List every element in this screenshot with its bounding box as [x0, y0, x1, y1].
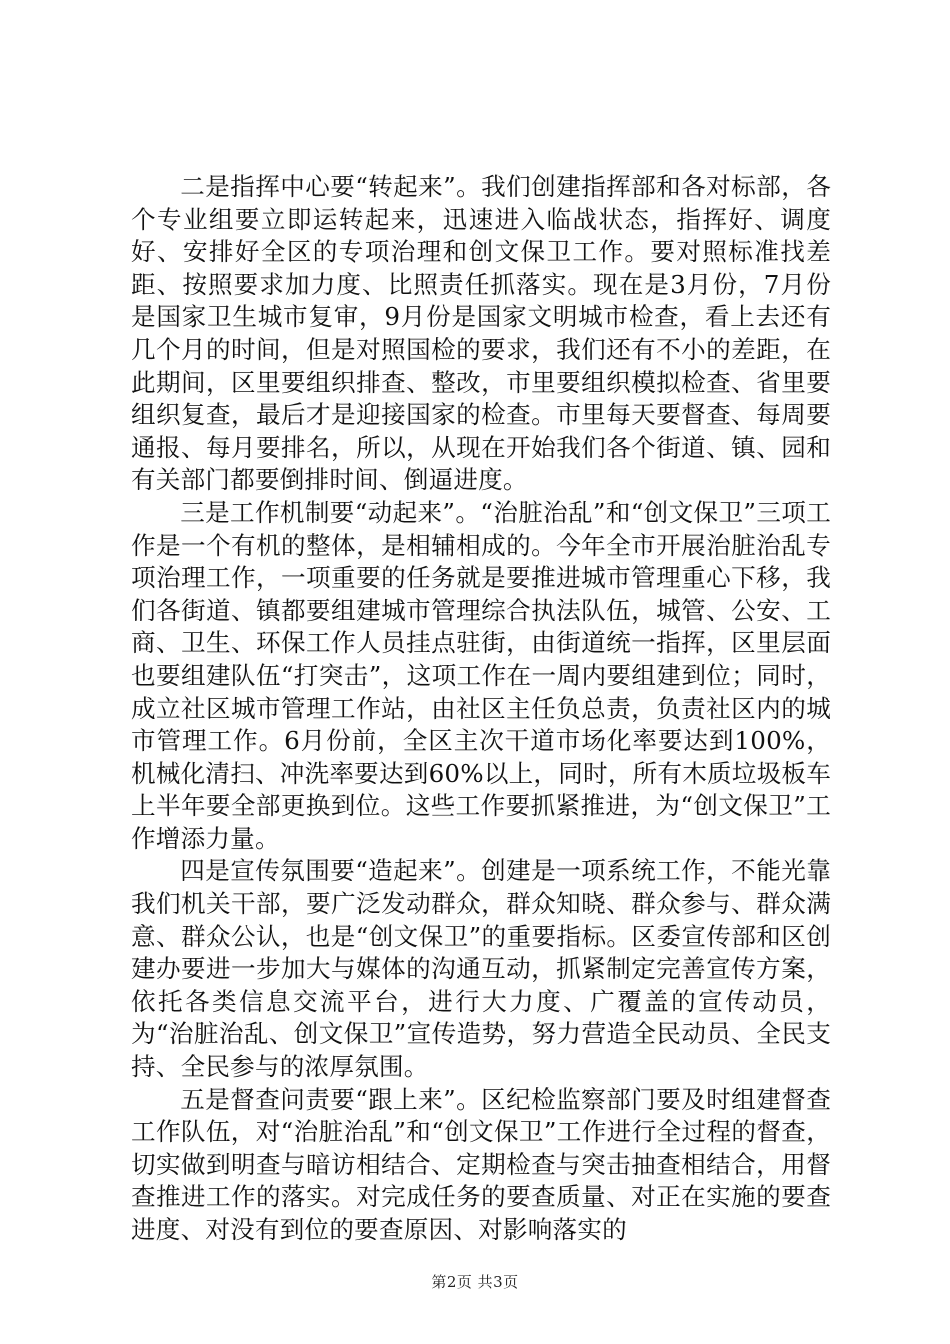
paragraph-supervision: 五是督查问责要“跟上来”。区纪检监察部门要及时组建督查工作队伍，对“治脏治乱”和“创文保卫”工作进行全过程的督查，切实做到明查与暗访相结合、定期检查与突击抽查相结合，用督查推进工作的落实。对完成任务的要查质量、对正在实施的要查进度、对没有到位的要查原因、对影响落实的	[131, 1084, 831, 1244]
page-footer: 第2页 共3页	[431, 1273, 519, 1291]
document-body	[131, 171, 831, 1247]
paragraph-publicity: 四是宣传氛围要“造起来”。创建是一项系统工作，不能光靠我们机关干部，要广泛发动群众，群众知晓、群众参与、群众满意、群众公认，也是“创文保卫”的重要指标。区委宣传部和区创建办要进一步加大与媒体的沟通互动，抓紧制定完善宣传方案，依托各类信息交流平台，进行大力度、广覆盖的宣传动员，为“治脏治乱、创文保卫”宣传造势，努力营造全民动员、全民支持、全民参与的浓厚氛围。	[131, 856, 831, 1082]
paragraph-work-mechanism: 三是工作机制要“动起来”。“治脏治乱”和“创文保卫”三项工作是一个有机的整体，是相辅相成的。今年全市开展治脏治乱专项治理工作，一项重要的任务就是要推进城市管理重心下移，我们各街道、镇都要组建城市管理综合执法队伍，城管、公安、工商、卫生、环保工作人员挂点驻街，由街道统一指挥，区里层面也要组建队伍“打突击”，这项工作在一周内要组建到位；同时，成立社区城市管理工作站，由社区主任负总责，负责社区内的城市管理工作。6月份前，全区主次干道市场化率要达到100%，机械化清扫、冲洗率要达到60%以上，同时，所有木质垃圾板车上半年要全部更换到位。这些工作要抓紧推进，为“创文保卫”工作增添力量。	[131, 497, 831, 853]
paragraph-command-center: 二是指挥中心要“转起来”。我们创建指挥部和各对标部，各个专业组要立即运转起来，迅速进入临战状态，指挥好、调度好、安排好全区的专项治理和创文保卫工作。要对照标准找差距、按照要求加力度、比照责任抓落实。现在是3月份，7月份是国家卫生城市复审，9月份是国家文明城市检查，看上去还有几个月的时间，但是对照国检的要求，我们还有不小的差距，在此期间，区里要组织排查、整改，市里要组织模拟检查、省里要组织复查，最后才是迎接国家的检查。市里每天要督查、每周要通报、每月要排名，所以，从现在开始我们各个街道、镇、园和有关部门都要倒排时间、倒逼进度。	[131, 172, 831, 495]
